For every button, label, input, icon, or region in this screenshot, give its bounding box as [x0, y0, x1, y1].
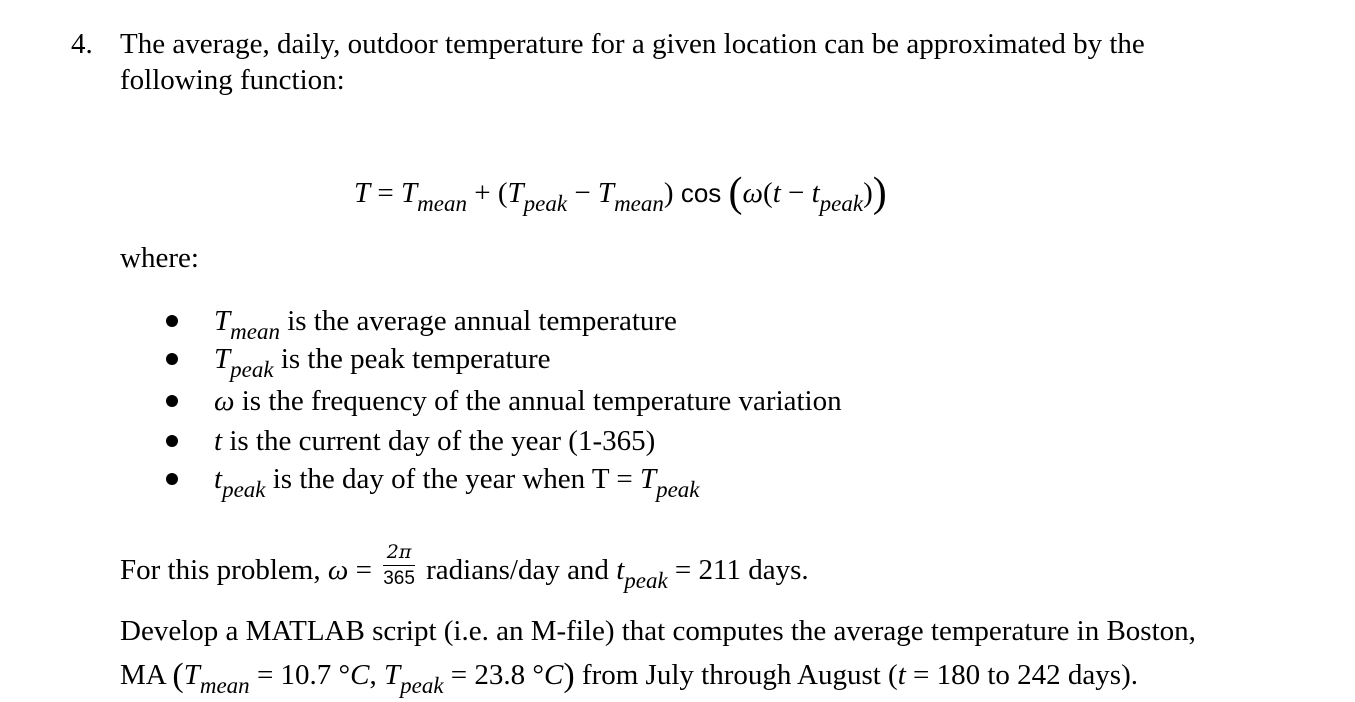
def-sub: mean	[230, 319, 280, 344]
eq-Tmean: T	[401, 177, 418, 209]
eq-T: T	[354, 177, 371, 209]
task-line2	[120, 657, 1138, 698]
eq-minus2: −	[788, 177, 805, 209]
eq-tpeak: t	[811, 177, 820, 209]
task-val2: = 23.8 °	[443, 659, 544, 691]
problem-intro-line2: following function:	[120, 64, 345, 96]
def-sub: peak	[222, 477, 266, 502]
task-comma: ,	[369, 659, 384, 691]
temperature-equation	[354, 168, 887, 216]
bullet-icon	[166, 435, 178, 447]
task-C2: C	[544, 659, 564, 691]
problem-intro-line1: The average, daily, outdoor temperature for a given location can be approximated by the	[120, 28, 1145, 60]
given-prefix: For this problem,	[120, 553, 328, 586]
def-symbol: ω	[214, 385, 235, 417]
bullet-icon	[166, 315, 178, 327]
eq-cos: cos	[680, 178, 722, 208]
task-T1: T	[183, 659, 200, 691]
eq-minus: −	[574, 177, 591, 209]
task-line1: Develop a MATLAB script (i.e. an M-file) that computes the average temperature in Boston,	[120, 615, 1196, 647]
eq-big-open: (	[728, 170, 743, 216]
eq-close-paren: )	[663, 177, 674, 209]
task-C1: C	[350, 659, 370, 691]
def-text: is the current day of the year (1-365)	[222, 425, 656, 457]
task-sub1: mean	[199, 673, 250, 698]
def-text: is the peak temperature	[273, 343, 551, 375]
eq-plus: +	[474, 177, 491, 209]
def-text: is the day of the year when T =	[265, 463, 640, 495]
eq-Tmean2: T	[597, 177, 615, 209]
bullet-icon	[166, 473, 178, 485]
def-tail-sub: peak	[656, 477, 700, 502]
task-close-paren: )	[563, 657, 575, 694]
given-equals: =	[348, 553, 380, 586]
eq-mean2-sub: mean	[614, 191, 664, 216]
given-t-sub: peak	[624, 567, 668, 593]
task-val1: = 10.7 °	[249, 659, 351, 691]
eq-peak-sub: peak	[523, 191, 568, 216]
bullet-icon	[166, 395, 178, 407]
task-prefix: MA	[120, 659, 173, 691]
fraction-numerator: 2π	[383, 541, 415, 566]
fraction-denominator: 365	[383, 567, 415, 589]
omega-fraction	[383, 541, 415, 591]
task-mid: from July through August (	[574, 659, 898, 691]
def-symbol: t	[214, 425, 223, 457]
def-text: is the average annual temperature	[279, 305, 677, 337]
def-symbol: t	[214, 463, 223, 495]
eq-big-close: )	[872, 170, 887, 216]
def-sub: peak	[230, 357, 274, 382]
given-values-line	[120, 541, 809, 597]
eq-omega: ω	[742, 177, 764, 209]
bullet-icon	[166, 353, 178, 365]
given-mid: radians/day and	[418, 553, 617, 586]
eq-equals: =	[377, 177, 394, 209]
where-label: where:	[120, 242, 199, 274]
task-sub2: peak	[400, 673, 444, 698]
eq-peak2-sub: peak	[819, 191, 864, 216]
given-t: t	[616, 553, 625, 586]
def-symbol: T	[214, 305, 231, 337]
task-t: t	[897, 659, 906, 691]
eq-t: t	[772, 177, 781, 209]
def-symbol: T	[214, 343, 231, 375]
eq-open-paren: (	[497, 177, 508, 209]
def-tail-symbol: T	[639, 463, 657, 495]
task-open-paren: (	[172, 657, 184, 694]
eq-inner-open: (	[763, 177, 773, 209]
problem-number: 4.	[71, 28, 93, 60]
def-text: is the frequency of the annual temperature variation	[234, 385, 842, 417]
given-omega: ω	[327, 553, 349, 586]
eq-mean-sub: mean	[417, 191, 467, 216]
given-suffix: = 211 days.	[667, 553, 809, 586]
task-suffix: = 180 to 242 days).	[905, 659, 1138, 691]
task-T2: T	[383, 659, 401, 691]
eq-Tpeak: T	[507, 177, 524, 209]
eq-inner-close: )	[863, 177, 873, 209]
